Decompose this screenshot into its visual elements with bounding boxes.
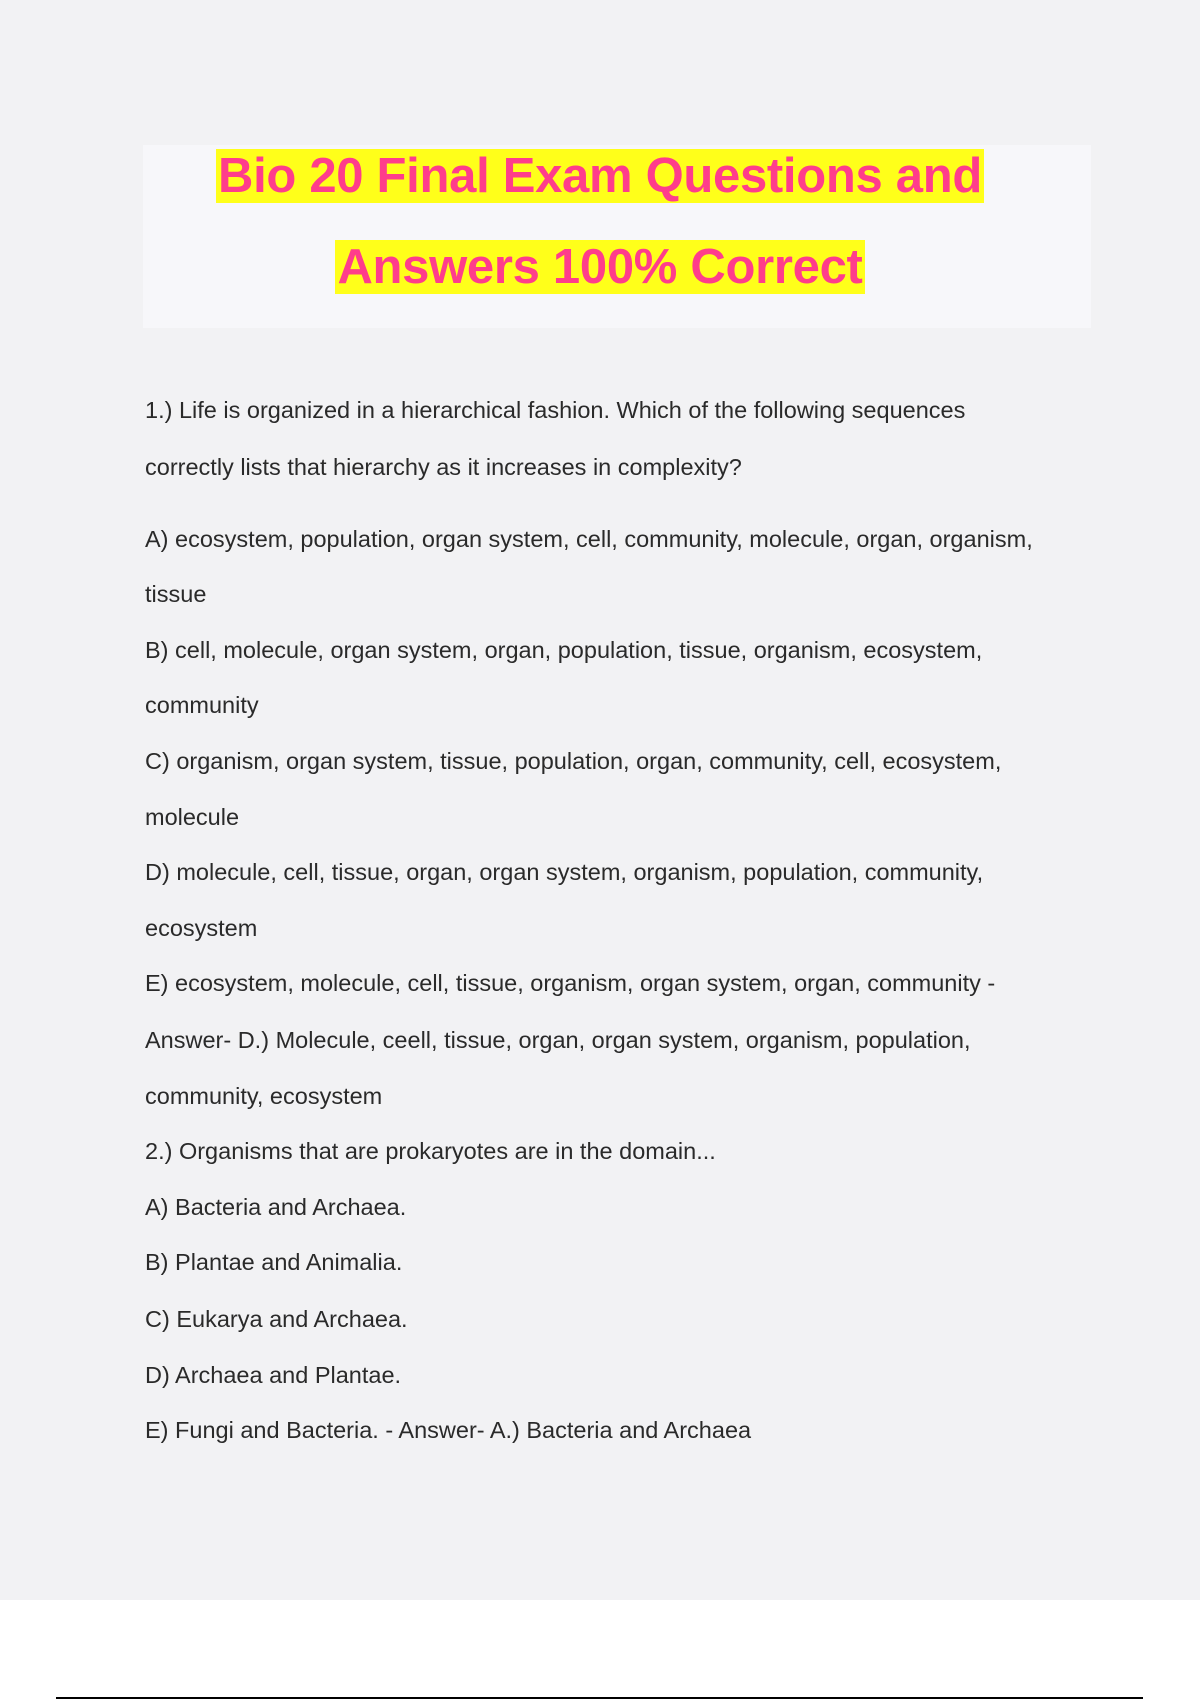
title-highlight: Answers 100% Correct: [337, 240, 863, 294]
option-e: E) ecosystem, molecule, cell, tissue, organism, organ system, organ, community -: [145, 970, 996, 996]
option-b: community: [145, 692, 259, 718]
question-2-text: 2.) Organisms that are prokaryotes are in the domain...: [145, 1138, 716, 1164]
option-d: D) molecule, cell, tissue, organ, organ system, organism, population, community,: [145, 859, 984, 885]
question-1-text: correctly lists that hierarchy as it increases in complexity?: [145, 454, 742, 480]
option-c: C) organism, organ system, tissue, population, organ, community, cell, ecosystem,: [145, 748, 1002, 774]
option-a: tissue: [145, 581, 207, 607]
footer-rule: [56, 1697, 1143, 1699]
option-a: A) Bacteria and Archaea.: [145, 1194, 407, 1220]
option-b: B) Plantae and Animalia.: [145, 1249, 403, 1275]
option-a: A) ecosystem, population, organ system, cell, community, molecule, organ, organism,: [145, 526, 1033, 552]
answer-text: community, ecosystem: [145, 1083, 383, 1109]
title-highlight: Bio 20 Final Exam Questions and: [217, 149, 982, 203]
option-d: D) Archaea and Plantae.: [145, 1362, 402, 1388]
option-d: ecosystem: [145, 915, 258, 941]
option-e-answer: E) Fungi and Bacteria. - Answer- A.) Bacteria and Archaea: [145, 1417, 752, 1443]
document-title-line-1: [0, 146, 1200, 206]
answer-text: Answer- D.) Molecule, ceell, tissue, organ, organ system, organism, population,: [145, 1027, 971, 1053]
option-c: molecule: [145, 804, 240, 830]
option-b: B) cell, molecule, organ system, organ, population, tissue, organism, ecosystem,: [145, 637, 983, 663]
option-c: C) Eukarya and Archaea.: [145, 1306, 408, 1332]
document-title-line-2: [0, 237, 1200, 297]
question-1-text: 1.) Life is organized in a hierarchical fashion. Which of the following sequences: [145, 397, 966, 423]
